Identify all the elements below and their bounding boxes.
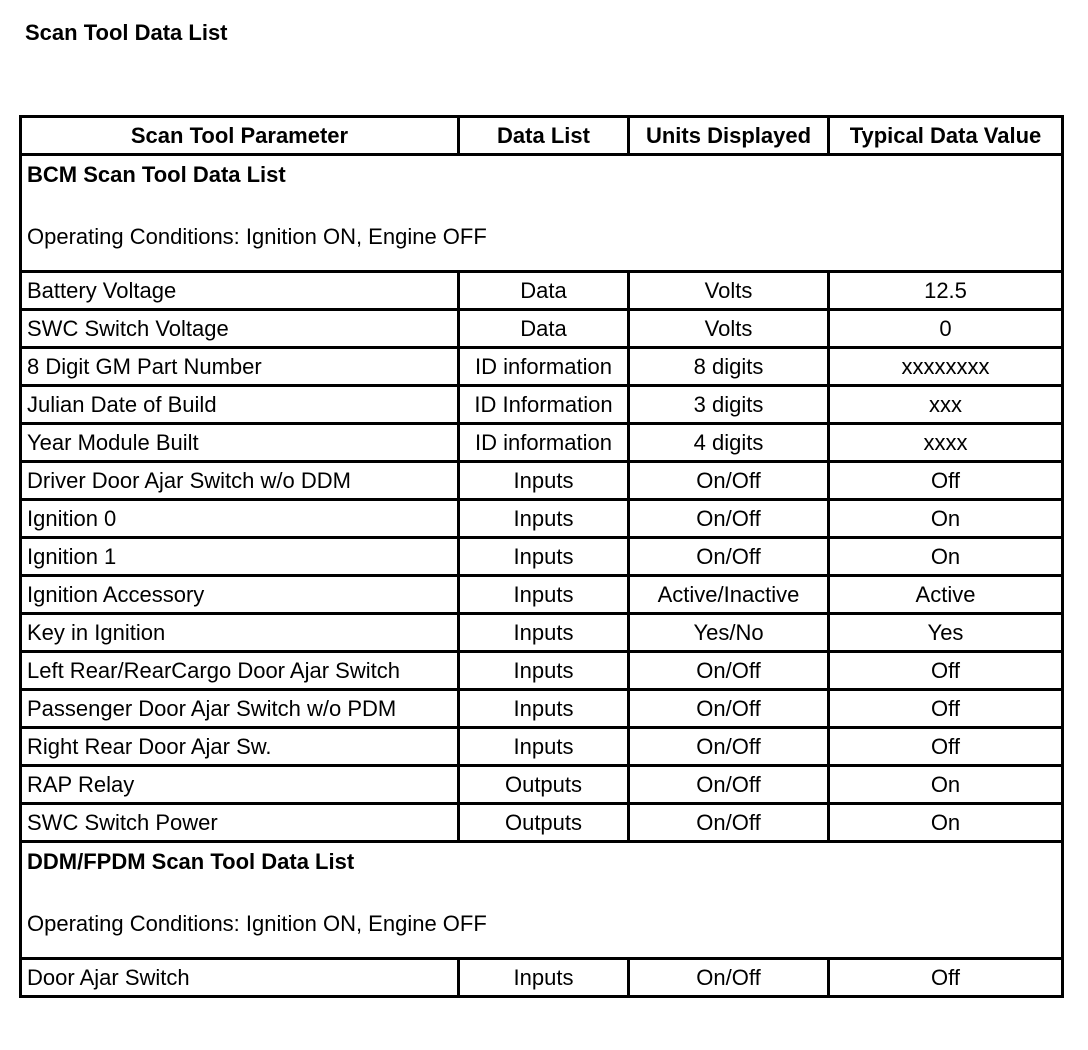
cell-data-list: Inputs (459, 462, 629, 500)
cell-scan-tool-parameter: SWC Switch Voltage (21, 310, 459, 348)
cell-data-list: Inputs (459, 614, 629, 652)
section-title: BCM Scan Tool Data List (27, 162, 286, 187)
cell-data-list: Data (459, 272, 629, 310)
header-typical-data-value: Typical Data Value (829, 117, 1063, 155)
table-row (21, 652, 1063, 690)
cell-data-list: Inputs (459, 959, 629, 997)
cell-scan-tool-parameter: Key in Ignition (21, 614, 459, 652)
table-row (21, 690, 1063, 728)
cell-scan-tool-parameter: Left Rear/RearCargo Door Ajar Switch (21, 652, 459, 690)
cell-data-list: ID information (459, 424, 629, 462)
cell-data-list: ID information (459, 348, 629, 386)
cell-typical-data-value: Off (829, 690, 1063, 728)
cell-typical-data-value: Yes (829, 614, 1063, 652)
cell-data-list: Data (459, 310, 629, 348)
cell-units-displayed: On/Off (629, 804, 829, 842)
cell-units-displayed: On/Off (629, 959, 829, 997)
table-row (21, 500, 1063, 538)
cell-data-list: Outputs (459, 766, 629, 804)
cell-typical-data-value: On (829, 766, 1063, 804)
section-spacer (27, 190, 1056, 222)
cell-typical-data-value: 0 (829, 310, 1063, 348)
table-row (21, 728, 1063, 766)
cell-units-displayed: On/Off (629, 766, 829, 804)
cell-data-list: Outputs (459, 804, 629, 842)
section-title: DDM/FPDM Scan Tool Data List (27, 849, 355, 874)
cell-data-list: Inputs (459, 728, 629, 766)
table-header-row (21, 117, 1063, 155)
cell-typical-data-value: xxxx (829, 424, 1063, 462)
cell-scan-tool-parameter: Battery Voltage (21, 272, 459, 310)
cell-data-list: Inputs (459, 538, 629, 576)
table-row (21, 959, 1063, 997)
cell-scan-tool-parameter: 8 Digit GM Part Number (21, 348, 459, 386)
cell-scan-tool-parameter: RAP Relay (21, 766, 459, 804)
cell-typical-data-value: xxx (829, 386, 1063, 424)
cell-data-list: Inputs (459, 500, 629, 538)
cell-units-displayed: 3 digits (629, 386, 829, 424)
cell-typical-data-value: Active (829, 576, 1063, 614)
table-row (21, 348, 1063, 386)
table-row (21, 766, 1063, 804)
cell-scan-tool-parameter: SWC Switch Power (21, 804, 459, 842)
cell-typical-data-value: xxxxxxxx (829, 348, 1063, 386)
table-row (21, 310, 1063, 348)
cell-typical-data-value: On (829, 538, 1063, 576)
cell-scan-tool-parameter: Year Module Built (21, 424, 459, 462)
cell-scan-tool-parameter: Passenger Door Ajar Switch w/o PDM (21, 690, 459, 728)
cell-scan-tool-parameter: Driver Door Ajar Switch w/o DDM (21, 462, 459, 500)
section-header-row (21, 155, 1063, 272)
cell-units-displayed: 8 digits (629, 348, 829, 386)
table-row (21, 424, 1063, 462)
cell-units-displayed: Volts (629, 310, 829, 348)
cell-scan-tool-parameter: Julian Date of Build (21, 386, 459, 424)
cell-units-displayed: Volts (629, 272, 829, 310)
table-row (21, 272, 1063, 310)
header-scan-tool-parameter: Scan Tool Parameter (21, 117, 459, 155)
cell-typical-data-value: Off (829, 462, 1063, 500)
cell-data-list: Inputs (459, 652, 629, 690)
section-operating-conditions: Operating Conditions: Ignition ON, Engine OFF (27, 224, 487, 249)
cell-typical-data-value: Off (829, 959, 1063, 997)
cell-typical-data-value: Off (829, 652, 1063, 690)
table-row (21, 614, 1063, 652)
table-row (21, 538, 1063, 576)
cell-data-list: Inputs (459, 690, 629, 728)
header-units-displayed: Units Displayed (629, 117, 829, 155)
cell-scan-tool-parameter: Door Ajar Switch (21, 959, 459, 997)
table-body (21, 155, 1063, 997)
cell-typical-data-value: On (829, 804, 1063, 842)
cell-typical-data-value: Off (829, 728, 1063, 766)
table-row (21, 576, 1063, 614)
cell-units-displayed: On/Off (629, 538, 829, 576)
cell-data-list: Inputs (459, 576, 629, 614)
cell-units-displayed: Yes/No (629, 614, 829, 652)
cell-scan-tool-parameter: Ignition Accessory (21, 576, 459, 614)
cell-scan-tool-parameter: Right Rear Door Ajar Sw. (21, 728, 459, 766)
cell-units-displayed: On/Off (629, 462, 829, 500)
section-header-cell (21, 842, 1063, 959)
cell-typical-data-value: On (829, 500, 1063, 538)
cell-scan-tool-parameter: Ignition 0 (21, 500, 459, 538)
table-row (21, 386, 1063, 424)
cell-units-displayed: Active/Inactive (629, 576, 829, 614)
table-row (21, 804, 1063, 842)
table-row (21, 462, 1063, 500)
cell-typical-data-value: 12.5 (829, 272, 1063, 310)
cell-units-displayed: On/Off (629, 728, 829, 766)
section-spacer (27, 877, 1056, 909)
section-header-cell (21, 155, 1063, 272)
cell-scan-tool-parameter: Ignition 1 (21, 538, 459, 576)
section-header-row (21, 842, 1063, 959)
cell-units-displayed: 4 digits (629, 424, 829, 462)
cell-units-displayed: On/Off (629, 652, 829, 690)
section-operating-conditions: Operating Conditions: Ignition ON, Engine OFF (27, 911, 487, 936)
header-data-list: Data List (459, 117, 629, 155)
scan-tool-data-table (19, 115, 1064, 998)
cell-units-displayed: On/Off (629, 690, 829, 728)
cell-units-displayed: On/Off (629, 500, 829, 538)
cell-data-list: ID Information (459, 386, 629, 424)
page-title: Scan Tool Data List (25, 20, 228, 45)
